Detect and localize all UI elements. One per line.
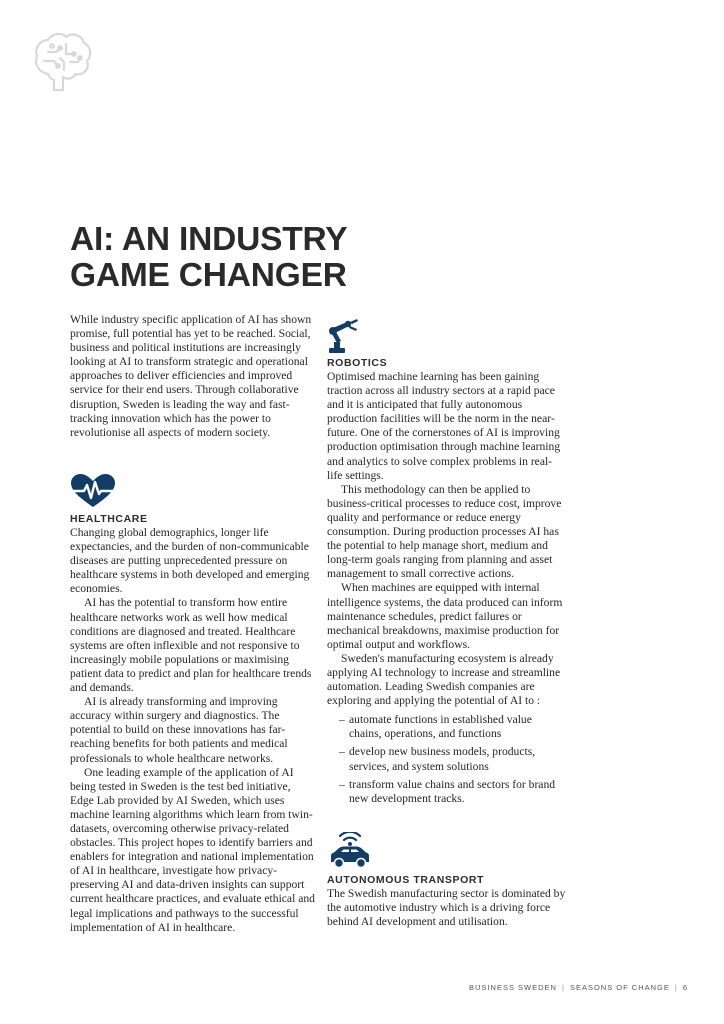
list-item <box>327 713 567 741</box>
bullet-dash: – <box>339 745 345 759</box>
intro-section <box>70 313 315 440</box>
robotics-paragraph-4: Sweden's manufacturing ecosystem is already applying AI technology to increase and streamline automation. Leading Swedish companies are exploring and applying the potential of AI to : <box>327 651 561 708</box>
robotics-section <box>327 318 567 810</box>
bullet-dash: – <box>339 713 345 727</box>
footer-separator: | <box>674 983 678 992</box>
footer-organization: BUSINESS SWEDEN <box>469 983 557 992</box>
autonomous-transport-paragraph-1: The Swedish manufacturing sector is dominated by the automotive industry which is a driving force behind AI development and utilisation. <box>327 887 566 929</box>
robotics-bullet-list <box>327 713 567 806</box>
list-item <box>327 745 567 773</box>
robotics-heading: ROBOTICS <box>327 357 388 369</box>
healthcare-paragraph-1: Changing global demographics, longer life expectancies, and the burden of non-communicable diseases are putting unprecedented pressure on healthcare systems in both developed and emerging economies. <box>70 526 310 596</box>
robot-arm-icon <box>327 318 361 354</box>
healthcare-section <box>70 474 315 935</box>
intro-paragraph: While industry specific application of AI has shown promise, full potential has yet to be reached. Social, business and political institutions are increasingly looking at AI to transform strategic and operational approaches to deliver efficiencies and improved service for their end users. Through collaborative disruption, Sweden is leading the way and fast-tracking innovation which has the power to revolutionise all aspects of modern society. <box>70 313 312 439</box>
healthcare-paragraph-4: One leading example of the application of AI being tested in Sweden is the test bed initiative, Edge Lab provided by AI Sweden, which uses machine learning algorithms which learn from twin-datasets, overcoming otherwise privacy-related obstacles. This project hopes to identify barriers and enablers for integration and national implementation of AI in healthcare, investigate how privacy-preserving AI and data-driven insights can support current healthcare practices, and evaluate ethical and legal implications and pathways to the successful implementation of AI in healthcare. <box>70 765 315 934</box>
autonomous-transport-section <box>327 832 567 929</box>
footer-section: SEASONS OF CHANGE <box>569 983 670 992</box>
autonomous-transport-heading: AUTONOMOUS TRANSPORT <box>327 874 485 886</box>
robotics-paragraph-3: When machines are equipped with internal intelligence systems, the data produced can inform maintenance schedules, predict failures or mechanical breakdowns, maximise production for optimal output and workflows. <box>327 581 563 651</box>
page-title <box>70 222 347 294</box>
healthcare-paragraph-3: AI is already transforming and improving accuracy within surgery and diagnostics. The potential to build on these innovations has far-reaching benefits for both patients and medical professionals to whole healthcare networks. <box>70 695 288 765</box>
bullet-dash: – <box>339 777 345 791</box>
connected-car-icon <box>327 832 373 870</box>
title-line-2: GAME CHANGER <box>70 257 347 294</box>
title-line-1: AI: AN INDUSTRY <box>70 221 348 258</box>
bullet-text: automate functions in established value chains, operations, and functions <box>349 713 532 741</box>
bullet-text: develop new business models, products, services, and system solutions <box>349 745 536 773</box>
robotics-paragraph-1: Optimised machine learning has been gaining traction across all industry sectors at a rapid pace and it is anticipated that fully autonomous production facilities will be the norm in the near-future. One of the cornerstones of AI is improving production optimisation through machine learning and analytics to solve complex problems in real-life settings. <box>327 370 561 482</box>
page-number: 6 <box>682 983 688 992</box>
page-footer <box>469 983 688 992</box>
healthcare-paragraph-2: AI has the potential to transform how entire healthcare networks work as well how medical conditions are diagnosed and treated. Healthcare systems are often inflexible and not responsive to increasingly mobile populations or maximising patient data to predict and plan for healthcare trends and demands. <box>70 596 312 695</box>
list-item <box>327 778 567 806</box>
healthcare-heading: HEALTHCARE <box>70 513 148 525</box>
bullet-text: transform value chains and sectors for brand new development tracks. <box>349 777 556 805</box>
footer-separator: | <box>561 983 565 992</box>
brain-icon <box>30 28 94 94</box>
robotics-paragraph-2: This methodology can then be applied to business-critical processes to reduce cost, improve quality and performance or reduce energy consumption. During production processes AI has the potential to help manage short, medium and long-term goals ranging from planning and asset management to small corrective actions. <box>327 482 562 581</box>
heart-pulse-icon <box>70 474 116 508</box>
